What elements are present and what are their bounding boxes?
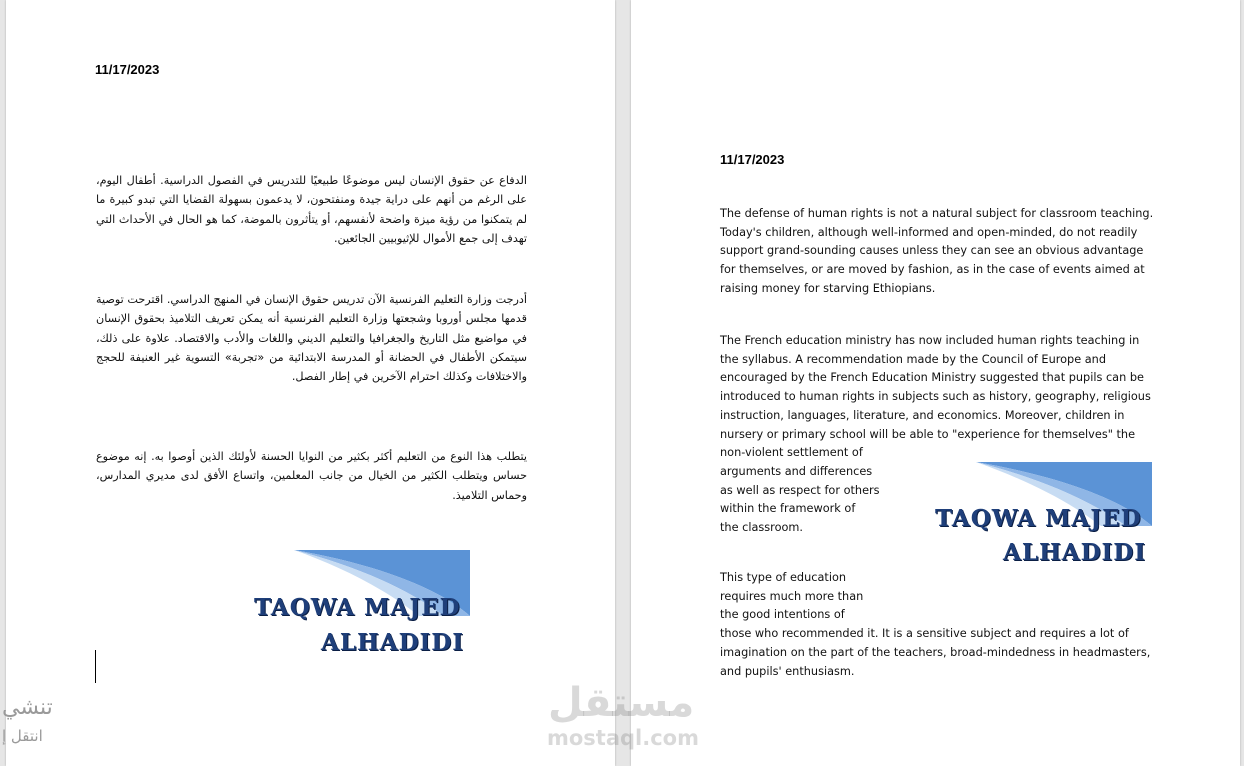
arabic-paragraph-2: أدرجت وزارة التعليم الفرنسية الآن تدريس حقوق الإنسان في المنهج الدراسي. اقترحت توصية قدمها مجلس أوروبا وشجعتها وزارة التعليم الفرنسية أنه يمكن تعريف التلاميذ بحقوق الإنسان في مواضيع مثل التاريخ والجغرافيا والتعليم الديني واللغات والأدب والاقتصاد. علاوة على ذلك، سيتمكن الأطفال في الحضانة أو المدرسة الابتدائية من «تجربة» التسوية غير العنيفة للحجج والاختلافات وكذلك احترام الآخرين في إطار الفصل. [96,293,527,384]
english-paragraph-1 [720,205,1153,299]
text-line: the good intentions of [720,608,845,622]
text-cursor [95,650,96,683]
text-line: the syllabus. A recommendation made by the Council of Europe and [720,352,1106,366]
arabic-paragraph-1: الدفاع عن حقوق الإنسان ليس موضوعًا طبيعيًا للتدريس في الفصول الدراسية. أطفال اليوم، على الرغم من أنهم على دراية جيدة ومنفتحون، لا يدعمون بسهولة القضايا التي تبدو كبيرة ما لم يتمكنوا من رؤية ميزة واضحة لأنفسهم، أو يتأثرون بالموضة، كما هو الحال في الأحداث التي تهدف إلى جمع الأموال للإثيوبيين الجائعين. [96,174,527,245]
text-line: as well as respect for others [720,483,880,497]
text-line: within the framework of [720,502,856,516]
author-name-line-2: ALHADIDI [1003,539,1147,566]
watermark-url: mostaql.com [547,726,699,750]
text-line: The French education ministry has now included human rights teaching in [720,334,1140,347]
text-line: those who recommended it. It is a sensitive subject and requires a lot of [720,627,1129,641]
document-page-arabic [6,0,615,766]
side-overlay-text-2: انتقل إ [2,727,43,745]
text-line: This type of education [720,571,847,584]
side-overlay-text-1: تنشي [2,695,53,720]
document-date: 11/17/2023 [720,152,785,167]
text-line: raising money for starving Ethiopians. [720,281,936,295]
text-line: Today's children, although well-informed and open-minded, do not readily [720,225,1138,239]
text-line: arguments and differences [720,464,873,478]
text-line: nursery or primary school will be able to "experience for themselves" the [720,427,1136,441]
text-line: and pupils' enthusiasm. [720,664,855,678]
author-name-line-1: TAQWA MAJED [254,594,461,621]
text-line: introduced to human rights in subjects such as history, geography, religious [720,390,1151,404]
text-line: the classroom. [720,521,803,535]
text-line: for themselves, or are moved by fashion, as in the case of events aimed at [720,263,1145,277]
text-line: instruction, languages, literature, and economics. Moreover, children in [720,408,1125,422]
text-line: non-violent settlement of [720,446,863,460]
english-paragraph-3 [720,569,1150,681]
watermark-logo: مستقل [548,680,695,726]
text-line: The defense of human rights is not a natural subject for classroom teaching. [720,207,1154,220]
arabic-paragraph-3: يتطلب هذا النوع من التعليم أكثر بكثير من النوايا الحسنة لأولئك الذين أوصوا به. إنه موضوع حساس ويتطلب الكثير من الخيال من جانب المعلمين، واتساع الأفق لدى مديري المدارس، وحماس التلاميذ. [96,450,527,502]
document-date: 11/17/2023 [95,62,160,77]
author-name-line-2: ALHADIDI [321,629,465,656]
text-line: encouraged by the French Education Ministry suggested that pupils can be [720,371,1144,385]
document-page-english [631,0,1240,766]
text-line: requires much more than [720,589,864,603]
author-name-line-1: TAQWA MAJED [935,505,1142,532]
text-line: imagination on the part of the teachers, broad-mindedness in headmasters, [720,645,1151,659]
text-line: support grand-sounding causes unless they can see an obvious advantage [720,244,1144,258]
